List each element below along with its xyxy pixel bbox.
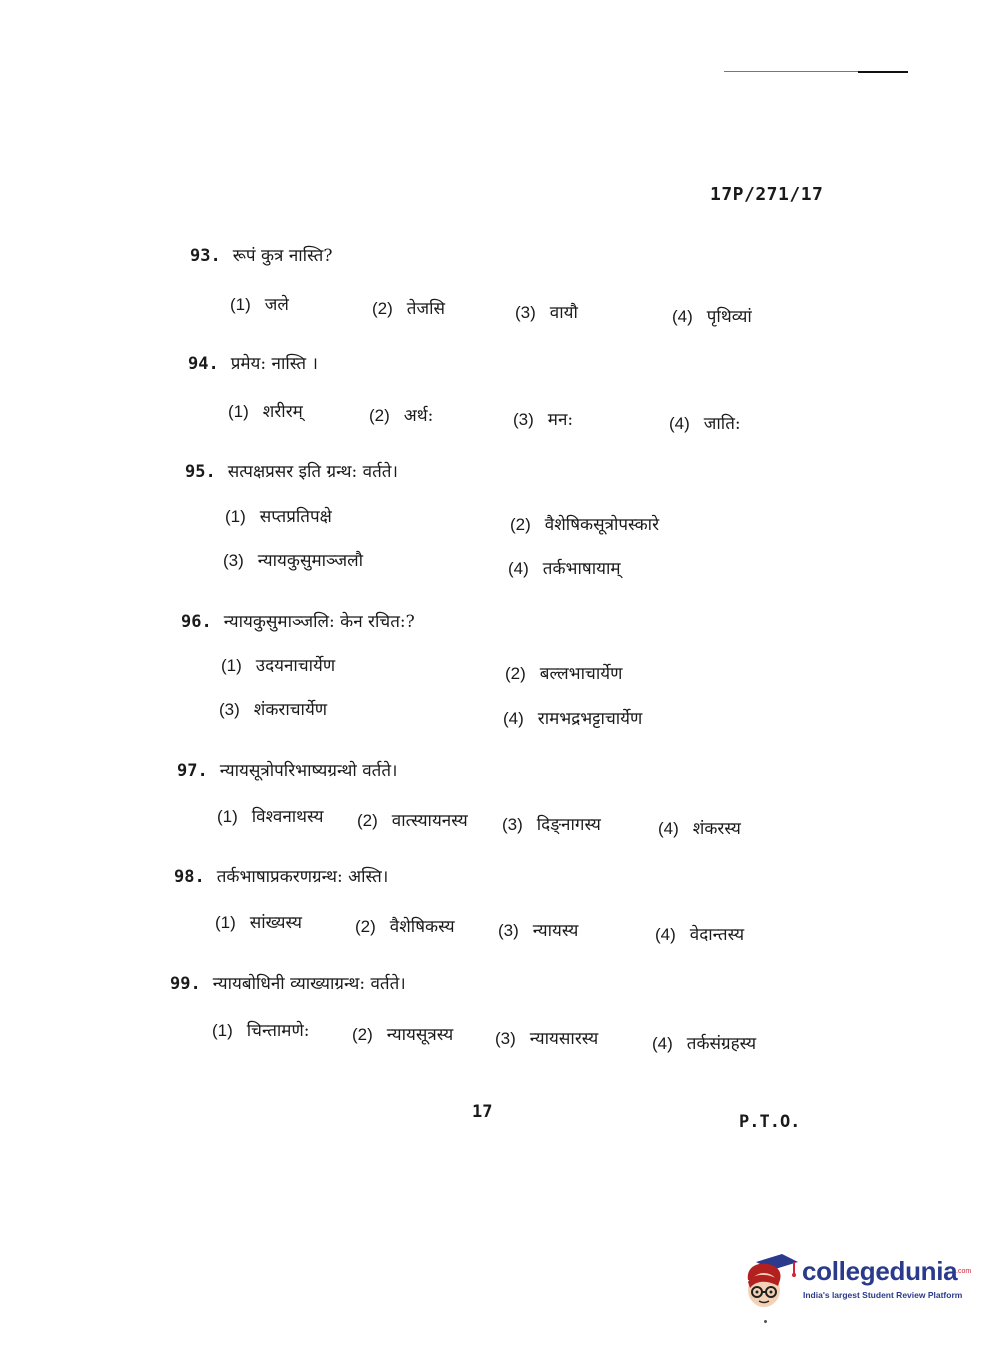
logo-wordmark: collegedunia [802, 1256, 958, 1286]
question-number: 93. [190, 246, 221, 266]
option-99-2: (2) न्यायसूत्रस्य [352, 1025, 454, 1045]
option-98-2: (2) वैशेषिकस्य [355, 917, 455, 937]
question-96 [181, 609, 415, 632]
top-rule-mark [858, 71, 908, 73]
question-93 [190, 243, 333, 266]
question-text: न्यायसूत्रोपरिभाष्यग्रन्थो वर्तते। [219, 761, 398, 781]
option-95-3: (3) न्यायकुसुमाञ्जलौ [223, 551, 364, 571]
option-93-2: (2) तेजसि [372, 299, 445, 319]
speck [764, 1320, 767, 1323]
option-95-2: (2) वैशेषिकसूत्रोपस्कारे [510, 515, 660, 535]
question-97 [177, 758, 397, 781]
option-98-4: (4) वेदान्तस्य [655, 925, 745, 945]
question-99 [170, 971, 406, 994]
question-number: 94. [188, 354, 219, 374]
option-97-4: (4) शंकरस्य [658, 819, 741, 839]
option-98-1: (1) सांख्यस्य [215, 913, 302, 933]
option-99-1: (1) चिन्तामणे: [212, 1021, 310, 1041]
question-94 [188, 351, 318, 374]
option-98-3: (3) न्यायस्य [498, 921, 579, 941]
option-94-4: (4) जाति: [669, 414, 741, 434]
option-94-1: (1) शरीरम् [228, 402, 303, 422]
question-number: 99. [170, 974, 201, 994]
option-95-4: (4) तर्कभाषायाम् [508, 559, 621, 579]
question-98 [174, 864, 388, 887]
option-95-1: (1) सप्तप्रतिपक्षे [225, 507, 332, 527]
option-93-3: (3) वायौ [515, 303, 578, 323]
option-93-4: (4) पृथिव्यां [672, 307, 752, 327]
option-96-3: (3) शंकराचार्येण [219, 700, 328, 720]
question-number: 97. [177, 761, 208, 781]
question-95 [185, 459, 398, 482]
logo-tagline: India's largest Student Review Platform [803, 1290, 963, 1300]
option-96-2: (2) बल्लभाचार्येण [505, 664, 623, 684]
option-94-3: (3) मन: [513, 410, 574, 430]
question-text: न्यायबोधिनी व्याख्याग्रन्थ: वर्तते। [212, 974, 406, 994]
question-number: 98. [174, 867, 205, 887]
option-97-1: (1) विश्वनाथस्य [217, 807, 324, 827]
option-94-2: (2) अर्थ: [369, 406, 434, 426]
question-number: 96. [181, 612, 212, 632]
question-text: सत्पक्षप्रसर इति ग्रन्थ: वर्तते। [227, 462, 398, 482]
question-text: प्रमेय: नास्ति । [230, 354, 318, 374]
page-number: 17 [472, 1102, 493, 1122]
option-93-1: (1) जले [230, 295, 289, 315]
collegedunia-logo[interactable] [742, 1250, 972, 1312]
question-text: रूपं कुत्र नास्ति? [232, 246, 333, 266]
option-99-4: (4) तर्कसंग्रहस्य [652, 1034, 757, 1054]
question-text: न्यायकुसुमाञ्जलि: केन रचित:? [223, 612, 415, 632]
logo-suffix: .com [956, 1268, 972, 1275]
option-99-3: (3) न्यायसारस्य [495, 1029, 599, 1049]
question-number: 95. [185, 462, 216, 482]
option-96-1: (1) उदयनाचार्येण [221, 656, 336, 676]
option-97-3: (3) दिङ्नागस्य [502, 815, 601, 835]
question-text: तर्कभाषाप्रकरणग्रन्थ: अस्ति। [216, 867, 389, 887]
paper-code: 17P/271/17 [710, 184, 824, 205]
option-97-2: (2) वात्स्यायनस्य [357, 811, 468, 831]
option-96-4: (4) रामभद्रभट्टाचार्येण [503, 709, 643, 729]
mascot-icon [742, 1250, 800, 1310]
pto-label: P.T.O. [739, 1112, 801, 1132]
